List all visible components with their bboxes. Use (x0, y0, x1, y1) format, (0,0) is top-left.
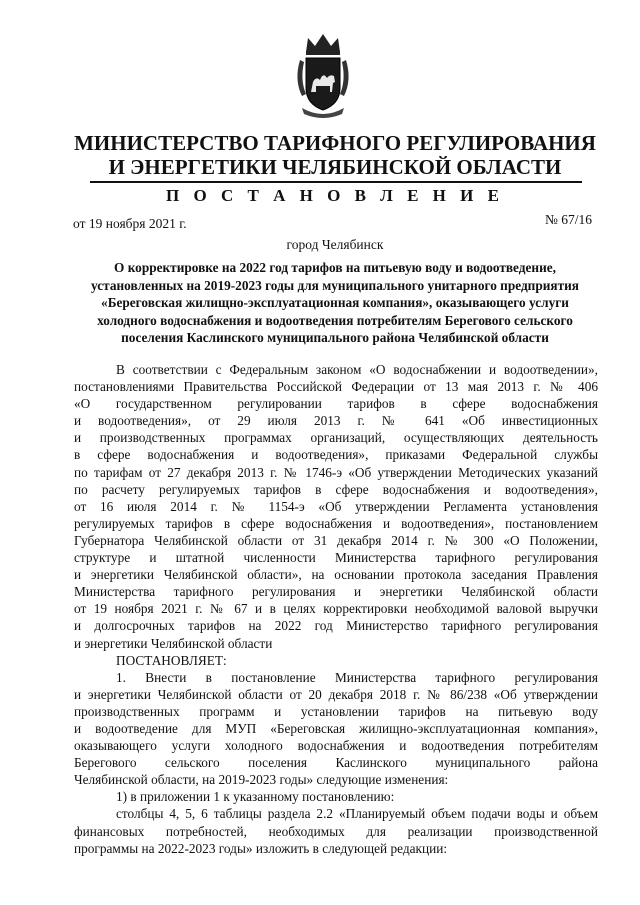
body-line: оказывающего услуги холодного водоснабжения и водоотведения потребителям (74, 738, 598, 754)
document-date: от 19 ноября 2021 г. (73, 216, 187, 231)
body-line: столбцы 4, 5, 6 таблицы раздела 2.2 «Планируемый объем подачи воды и объем (116, 806, 598, 822)
title-line: установленных на 2019-2023 годы для муниципального унитарного предприятия (91, 277, 579, 293)
body-line: финансовых потребностей, необходимых для реализации производственной (74, 823, 598, 839)
title-line: «Береговская жилищно-эксплуатационная компания», оказывающего услуги (101, 295, 569, 311)
body-line: и энергетики Челябинской области (74, 635, 273, 651)
title-line: О корректировке на 2022 год тарифов на питьевую воду и водоотведение, (114, 260, 556, 275)
body-line: ПОСТАНОВЛЯЕТ: (116, 652, 227, 668)
document-title (78, 259, 592, 347)
body-line: Министерства тарифного регулирования и энергетики Челябинской области (74, 584, 598, 600)
document-type: П О С Т А Н О В Л Е Н И Е (166, 186, 504, 205)
body-line: В соответствии с Федеральным законом «О водоснабжении и водоотведении», (116, 362, 598, 377)
body-line: 1. Внести в постановление Министерства тарифного регулирования (116, 669, 598, 685)
ministry-name-line1: МИНИСТЕРСТВО ТАРИФНОГО РЕГУЛИРОВАНИЯ (74, 131, 596, 155)
body-line: Берегового сельского поселения Каслинского муниципального района (74, 755, 598, 771)
chelyabinsk-coat-of-arms-icon (294, 30, 352, 118)
body-line: и производственных программах организаций, осуществляющих деятельность (74, 430, 598, 446)
body-line: и водоотведения», от 29 июля 2013 г. № 641 «Об инвестиционных (74, 413, 598, 429)
body-line: программы на 2022-2023 годы» изложить в следующей редакции: (74, 840, 448, 856)
title-line: поселения Каслинского муниципального района Челябинской области (121, 330, 549, 346)
body-line: и энергетики Челябинской области», на основании протокола заседания Правления (74, 567, 598, 583)
body-line: Челябинской области, на 2019-2023 годы» следующие изменения: (74, 772, 449, 788)
ministry-name-line2: И ЭНЕРГЕТИКИ ЧЕЛЯБИНСКОЙ ОБЛАСТИ (108, 155, 562, 179)
body-line: по тарифам от 27 декабря 2013 г. № 1746-э «Об утверждении Методических указаний (74, 464, 598, 480)
body-line: и энергетики Челябинской области от 20 декабря 2018 г. № 86/238 «Об утверждении (74, 686, 598, 702)
title-line: холодного водоснабжения и водоотведения потребителям Берегового сельского (97, 312, 573, 328)
body-line: структуре и штатной численности Министерства тарифного регулирования (74, 550, 598, 566)
body-line: 1) в приложении 1 к указанному постановлению: (116, 789, 395, 805)
body-line: регулируемых тарифов в сфере водоснабжения и водоотведения», постановлением (74, 515, 598, 531)
body-line: в сфере водоснабжения и водоотведения», приказами Федеральной службы (74, 447, 598, 463)
body-line: от 16 июля 2014 г. № 1154-э «Об утверждении Регламента установления (74, 498, 598, 514)
body-line: «О государственном регулировании тарифов в сфере водоснабжения (74, 396, 598, 412)
body-line: постановлениями Правительства Российской Федерации от 13 мая 2013 г. № 406 (74, 379, 598, 395)
document-body (74, 361, 598, 857)
document-city: город Челябинск (286, 237, 384, 252)
header-divider (90, 181, 582, 183)
document-number: № 67/16 (544, 212, 592, 227)
body-line: и долгосрочных тарифов на 2022 год Министерство тарифного регулирования (74, 618, 598, 634)
body-line: производственных программ и установлении тарифов на питьевую воду (74, 703, 598, 719)
body-line: и водоотведение для МУП «Береговская жилищно-эксплуатационная компания», (74, 720, 598, 736)
body-line: Губернатора Челябинской области от 31 декабря 2014 г. № 300 «О Положении, (74, 532, 598, 548)
body-line: по расчету регулируемых тарифов в сфере водоснабжения и водоотведения», (74, 481, 598, 497)
body-line: от 19 ноября 2021 г. № 67 и в целях корректировки необходимой валовой выручки (74, 601, 598, 617)
